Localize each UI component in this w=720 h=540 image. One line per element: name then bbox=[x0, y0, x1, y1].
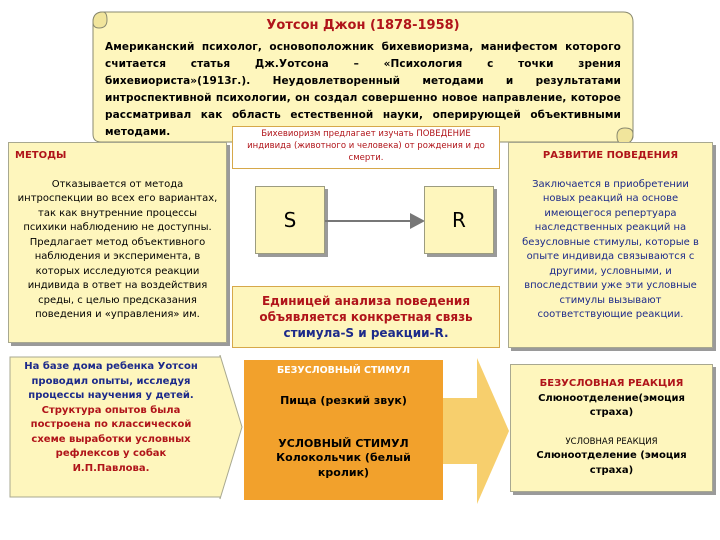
unit-text: Единицей анализа поведения объявляется конкретная связь bbox=[259, 294, 473, 324]
development-panel bbox=[508, 142, 713, 348]
reaction-r-box: R bbox=[424, 186, 494, 254]
title-description: Американский психолог, основоположник бихевиоризма, манифестом которого считается статья Дж.Уотсона – «Психология с точки зрения бихевиориста»(1913г.). Неудовлетворенный методами и результатами интроспективной психологии, он создал совершенно новое направление, которое рассматривал как область естественной науки, оперирующей объективными методами. bbox=[105, 41, 621, 138]
conditioned-stimulus-value: Колокольчик (белый кролик) bbox=[276, 451, 411, 479]
unconditioned-reaction-title: БЕЗУСЛОВНАЯ РЕАКЦИЯ bbox=[539, 378, 684, 389]
behavior-note: Бихевиоризм предлагает изучать ПОВЕДЕНИЕ индивида (животного и человека) от рождения и до смерти. bbox=[232, 126, 500, 169]
unconditioned-stimulus-value: Пища (резкий звук) bbox=[280, 394, 407, 407]
methods-text: Отказывается от метода интроспекции во всех его вариантах, так как внутренние процессы психики наблюдению не доступны. bbox=[17, 178, 218, 233]
stimulus-panel bbox=[244, 360, 443, 500]
methods-text-2: Предлагает метод объективного наблюдения и эксперимента, в которых исследуются реакции индивида в ответ на воздействия среды, с целью предсказания поведения и «управления» им. bbox=[27, 236, 208, 320]
conditioned-reaction-value: Слюноотделение (эмоция страха) bbox=[536, 450, 687, 476]
unit-of-analysis-box bbox=[232, 286, 500, 348]
development-title: РАЗВИТИЕ ПОВЕДЕНИЯ bbox=[542, 150, 679, 161]
conditioned-reaction-title: УСЛОВНАЯ РЕАКЦИЯ bbox=[565, 436, 658, 447]
experiment-text bbox=[20, 360, 202, 476]
unconditioned-reaction-value: Слюноотделение(эмоция страха) bbox=[538, 392, 685, 418]
experiment-intro: На базе дома ребенка Уотсон проводил опыты, исследуя процессы научения у детей. bbox=[24, 361, 198, 401]
methods-panel bbox=[8, 142, 227, 343]
unconditioned-stimulus-title: БЕЗУСЛОВНЫЙ СТИМУЛ bbox=[276, 365, 411, 376]
unit-text-sr: стимула-S и реакции-R. bbox=[283, 326, 449, 340]
reaction-panel bbox=[510, 364, 713, 492]
stimulus-s-box: S bbox=[255, 186, 325, 254]
methods-title: МЕТОДЫ bbox=[15, 150, 67, 161]
stimulus-to-reaction-arrow bbox=[443, 358, 509, 504]
s-to-r-arrow bbox=[325, 210, 425, 232]
conditioned-stimulus-title: УСЛОВНЫЙ СТИМУЛ bbox=[278, 437, 409, 450]
experiment-structure: Структура опытов была построена по классической схеме выработки условных рефлексов у собак И.П.Павлова. bbox=[30, 404, 192, 474]
page-title: Уотсон Джон (1878-1958) bbox=[266, 18, 460, 33]
development-text: Заключается в приобретении новых реакций на основе имеющегося репертуара наследственных реакций на безусловные стимулы, которые в опыте индивида связываются с другими, условными, и впоследствии уже эти условные стимулы вызывают соответствующие реакции. bbox=[522, 178, 699, 320]
